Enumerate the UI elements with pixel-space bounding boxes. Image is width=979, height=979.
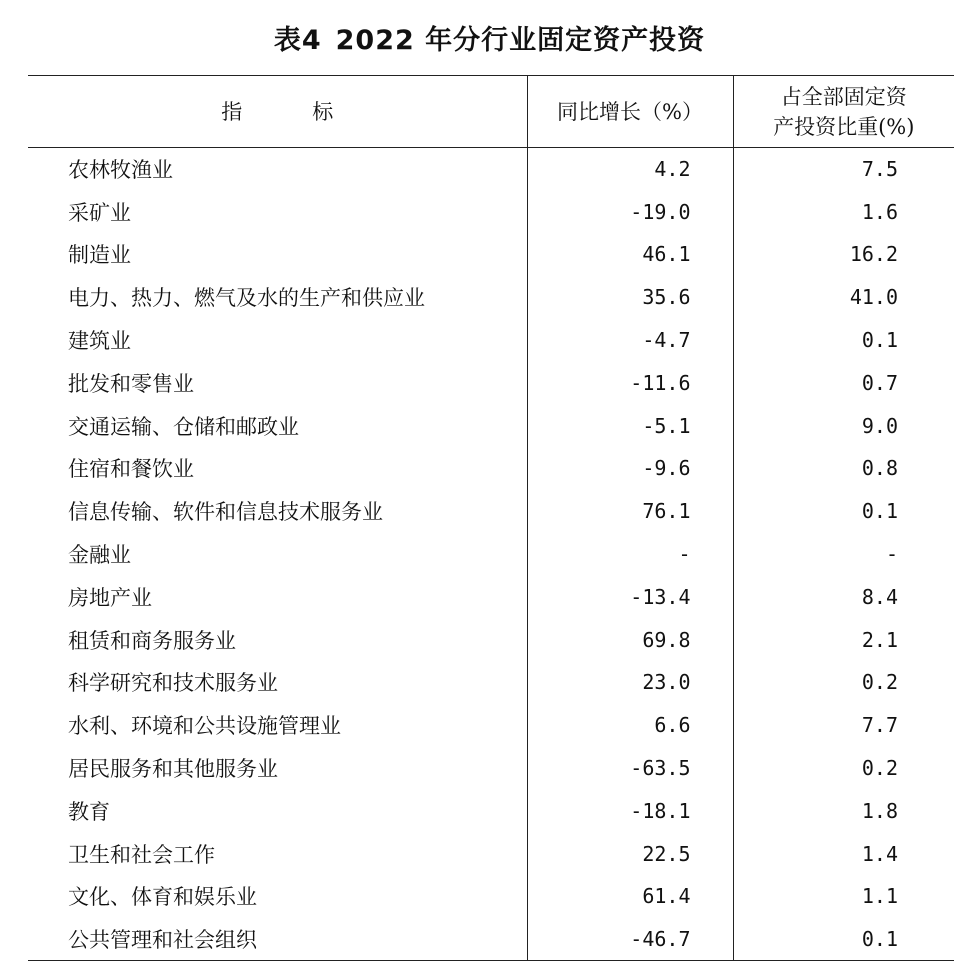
share-value: 9.0	[733, 404, 954, 447]
header-indicator	[28, 76, 527, 148]
industry-name: 批发和零售业	[68, 371, 194, 396]
growth-value: 76.1	[527, 490, 733, 533]
growth-value: -13.4	[527, 575, 733, 618]
table-row	[28, 789, 954, 832]
industry-name: 住宿和餐饮业	[68, 457, 194, 482]
share-value: 1.4	[733, 832, 954, 875]
growth-value: 69.8	[527, 618, 733, 661]
header-share	[733, 76, 954, 148]
share-value: 0.8	[733, 447, 954, 490]
growth-value: 61.4	[527, 875, 733, 918]
growth-value: 46.1	[527, 233, 733, 276]
share-value: 41.0	[733, 276, 954, 319]
growth-value: -9.6	[527, 447, 733, 490]
header-indicator-char-2: 标	[312, 99, 334, 124]
growth-value: 4.2	[527, 148, 733, 191]
industry-name: 科学研究和技术服务业	[68, 671, 278, 696]
industry-name: 卫生和社会工作	[68, 842, 215, 867]
industry-name: 金融业	[68, 543, 131, 568]
share-value: 1.1	[733, 875, 954, 918]
table-row	[28, 575, 954, 618]
industry-name: 教育	[68, 799, 110, 824]
table-row	[28, 319, 954, 362]
table-body	[28, 148, 954, 961]
industry-name: 房地产业	[68, 585, 152, 610]
table-row	[28, 533, 954, 576]
share-value: 0.1	[733, 490, 954, 533]
growth-value: 23.0	[527, 661, 733, 704]
header-row	[28, 76, 954, 148]
header-indicator-char-1: 指	[221, 99, 243, 124]
table-row	[28, 190, 954, 233]
industry-investment-table	[28, 75, 954, 961]
growth-value: -11.6	[527, 361, 733, 404]
table-row	[28, 404, 954, 447]
table-number: 表4	[273, 25, 322, 56]
table-row	[28, 875, 954, 918]
table-row	[28, 447, 954, 490]
table-row	[28, 747, 954, 790]
share-value: 1.6	[733, 190, 954, 233]
share-value: 7.7	[733, 704, 954, 747]
growth-value: 6.6	[527, 704, 733, 747]
share-value: 16.2	[733, 233, 954, 276]
share-value: 8.4	[733, 575, 954, 618]
table-title	[0, 18, 979, 57]
industry-name: 农林牧渔业	[68, 158, 173, 183]
table-row	[28, 276, 954, 319]
growth-value: -46.7	[527, 918, 733, 961]
header-share-line-2: 产投资比重(%)	[773, 114, 915, 139]
industry-name: 采矿业	[68, 200, 131, 225]
growth-value: 22.5	[527, 832, 733, 875]
table-row	[28, 661, 954, 704]
industry-name: 水利、环境和公共设施管理业	[68, 714, 341, 739]
share-value: 0.7	[733, 361, 954, 404]
table-row	[28, 490, 954, 533]
industry-name: 制造业	[68, 243, 131, 268]
header-share-line-1: 占全部固定资	[780, 84, 907, 109]
table-row	[28, 918, 954, 961]
table-row	[28, 618, 954, 661]
table-row	[28, 832, 954, 875]
table-row	[28, 233, 954, 276]
industry-name: 租赁和商务服务业	[68, 628, 236, 653]
industry-name: 信息传输、软件和信息技术服务业	[68, 500, 383, 525]
industry-investment-table-container	[28, 75, 954, 961]
growth-value: -	[527, 533, 733, 576]
industry-name: 文化、体育和娱乐业	[68, 885, 257, 910]
table-title-text: 2022 年分行业固定资产投资	[335, 25, 706, 56]
growth-value: -63.5	[527, 747, 733, 790]
share-value: 2.1	[733, 618, 954, 661]
growth-value: 35.6	[527, 276, 733, 319]
industry-name: 交通运输、仓储和邮政业	[68, 414, 299, 439]
share-value: 1.8	[733, 789, 954, 832]
table-header	[28, 76, 954, 148]
share-value: -	[733, 533, 954, 576]
growth-value: -5.1	[527, 404, 733, 447]
industry-name: 居民服务和其他服务业	[68, 757, 278, 782]
share-value: 0.2	[733, 661, 954, 704]
share-value: 7.5	[733, 148, 954, 191]
industry-name: 电力、热力、燃气及水的生产和供应业	[68, 286, 425, 311]
share-value: 0.2	[733, 747, 954, 790]
table-row	[28, 704, 954, 747]
industry-name: 建筑业	[68, 329, 131, 354]
growth-value: -19.0	[527, 190, 733, 233]
table-row	[28, 148, 954, 191]
growth-value: -18.1	[527, 789, 733, 832]
table-row	[28, 361, 954, 404]
share-value: 0.1	[733, 319, 954, 362]
industry-name: 公共管理和社会组织	[28, 918, 527, 961]
growth-value: -4.7	[527, 319, 733, 362]
header-growth: 同比增长（%）	[527, 76, 733, 148]
share-value: 0.1	[733, 918, 954, 961]
